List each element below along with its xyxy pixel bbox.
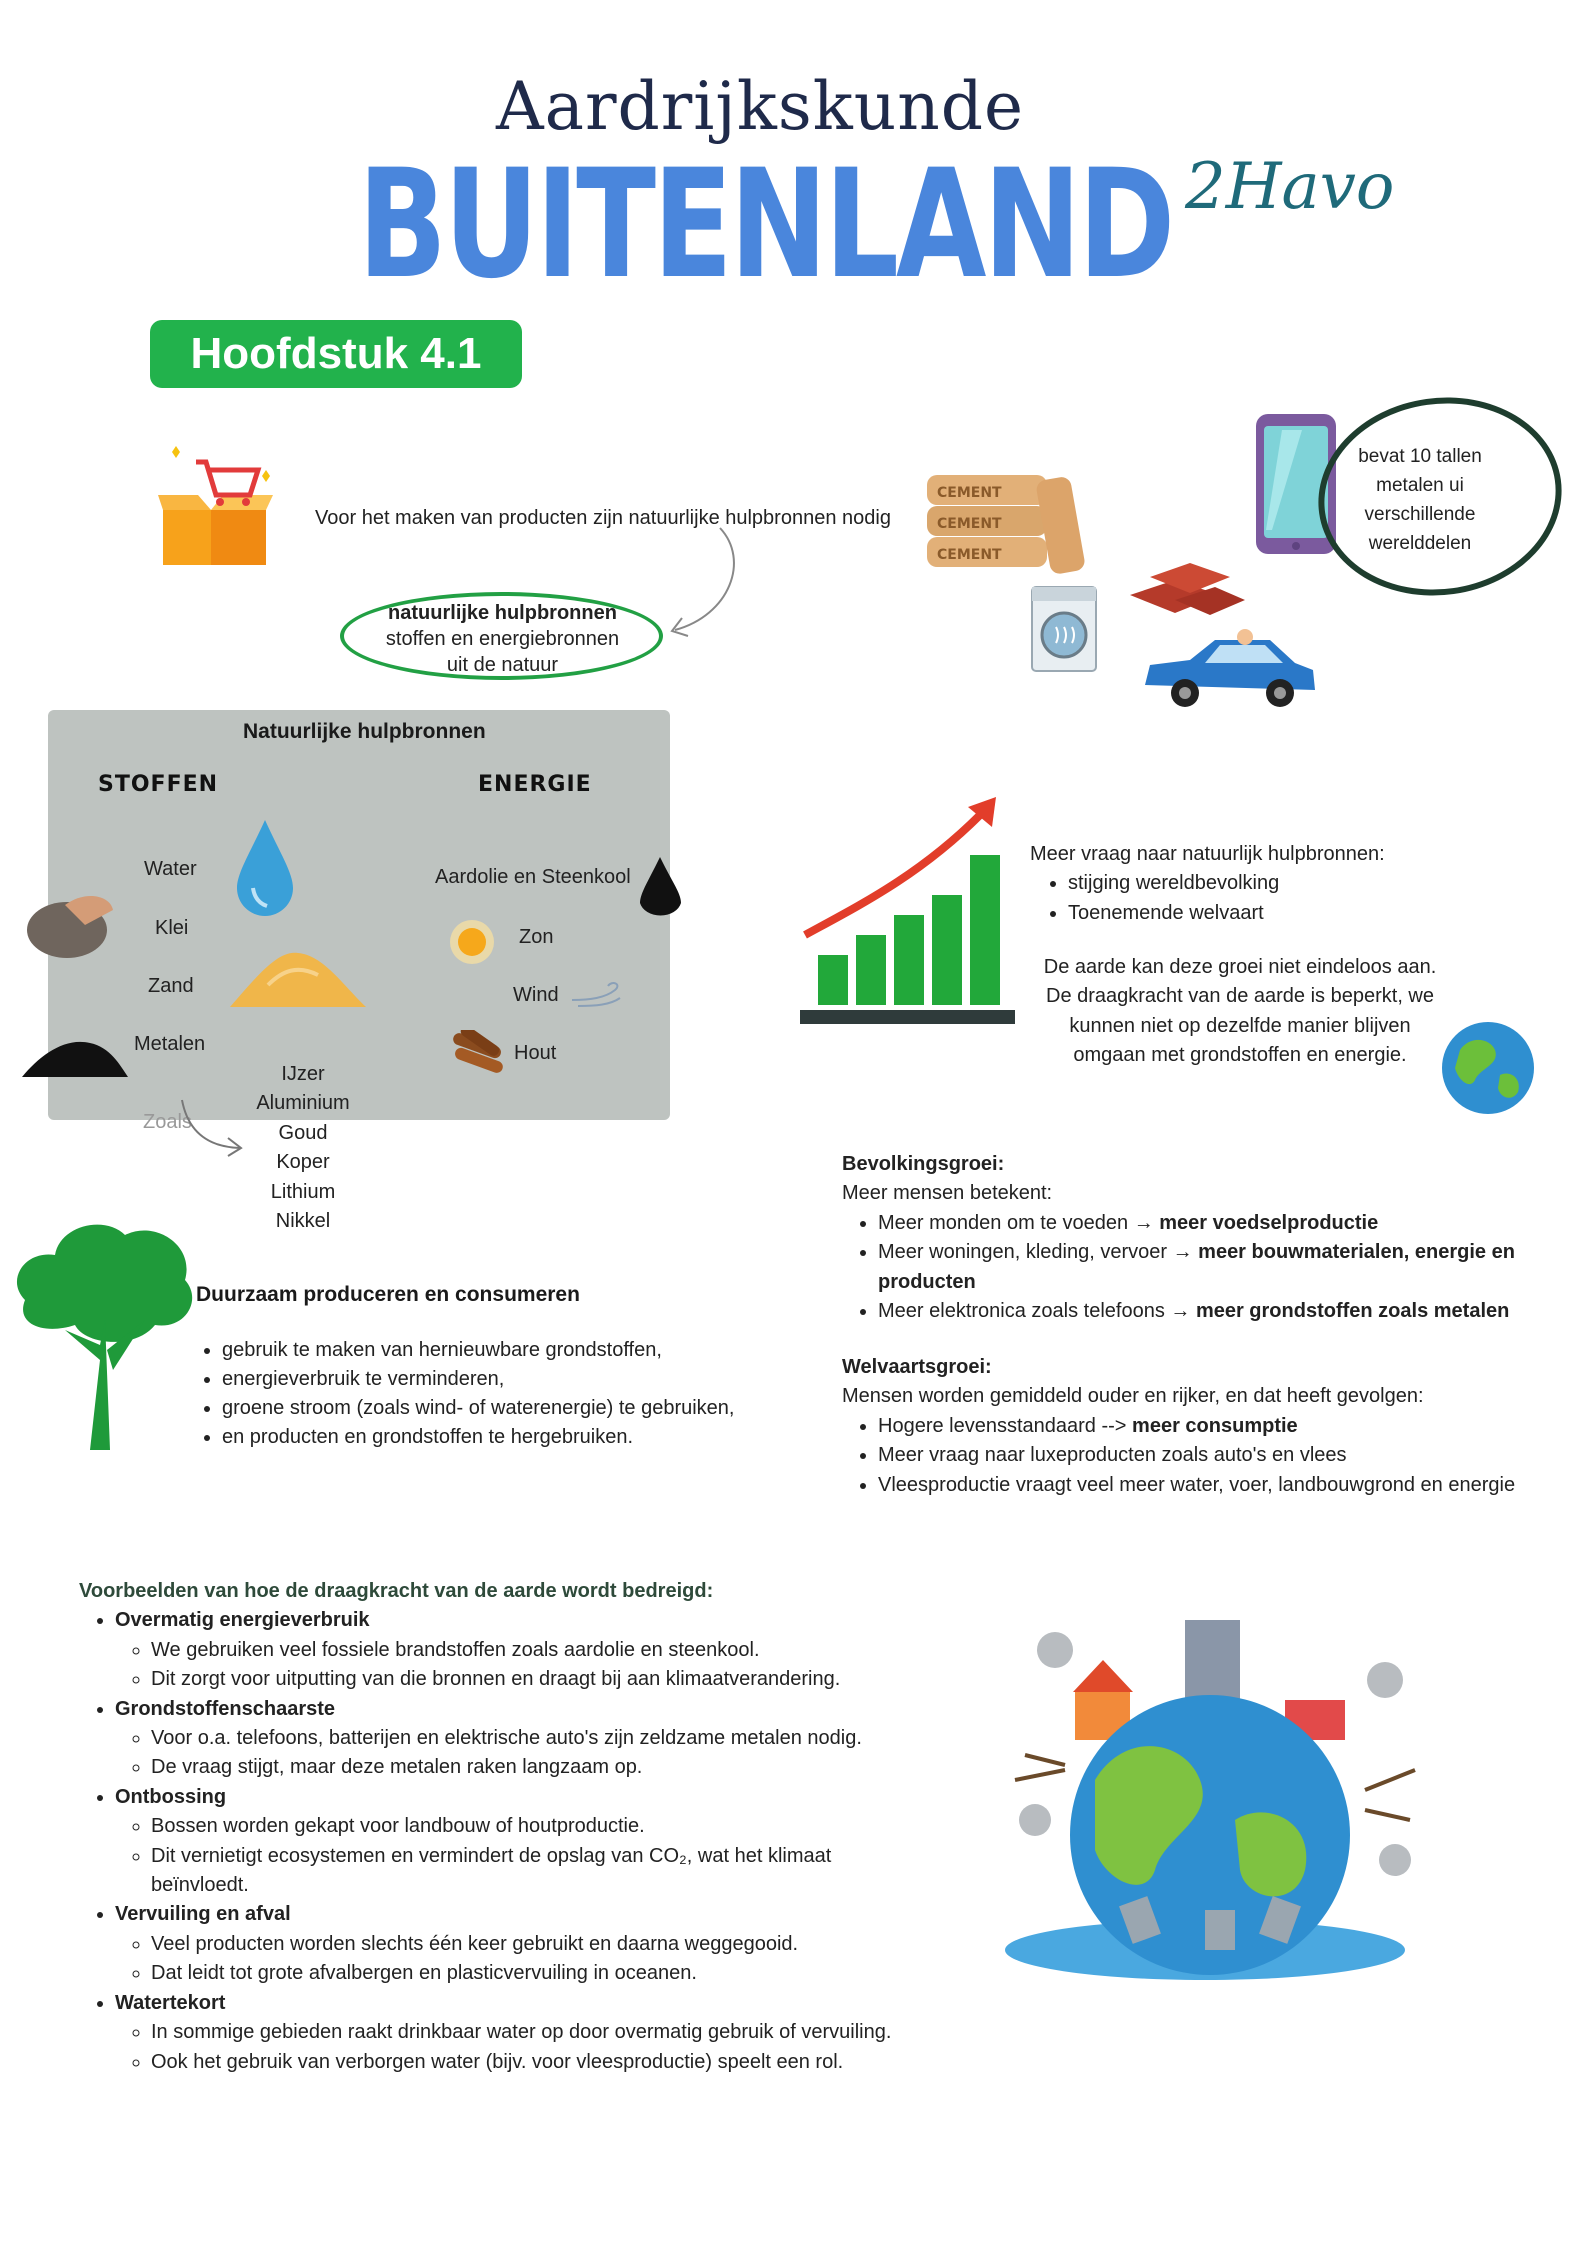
- demand-block: [1030, 840, 1385, 928]
- threat-sub: ◦ Dit zorgt voor uitputting van die bronnen en draagt bij aan klimaatverandering.: [151, 1665, 979, 1694]
- demand-line: De aarde kan deze groei niet eindeloos aan.: [1043, 956, 1437, 978]
- energie-heading: ENERGIE: [478, 772, 592, 797]
- threat-item: [115, 1989, 979, 2077]
- welvaart-item: [878, 1441, 1572, 1470]
- threat-title: Grondstoffenschaarste: [115, 1697, 336, 1720]
- metal-item: Koper: [276, 1151, 330, 1174]
- stof-metalen: Metalen: [134, 1033, 206, 1055]
- threat-sub: ◦ Dit vernietigt ecosystemen en vermindert de opslag van CO₂, wat het klimaat beïnvloedt.: [151, 1842, 871, 1901]
- phone-note-line-3: verschillende: [1364, 504, 1476, 525]
- bevolking-item-text: Meer elektronica zoals telefoons →: [878, 1300, 1196, 1323]
- class-tag: 2Havo: [1185, 150, 1395, 224]
- sand-pile-icon: [228, 945, 368, 1015]
- demand-item: • Toenemende welvaart: [1068, 899, 1385, 928]
- welvaart-block: [842, 1353, 1572, 1500]
- metal-item: Nikkel: [275, 1210, 331, 1233]
- bevolking-intro: Meer mensen betekent:: [842, 1182, 1053, 1205]
- zoals-label: Zoals: [143, 1111, 192, 1133]
- duurzaam-item: • en producten en grondstoffen te hergebruiken.: [222, 1423, 734, 1452]
- welvaart-item-bold: meer consumptie: [1132, 1414, 1298, 1437]
- definition: [340, 600, 665, 678]
- definition-line-2: uit de natuur: [446, 654, 559, 676]
- metal-ore-icon: [20, 1035, 130, 1080]
- threat-sub: ◦ Voor o.a. telefoons, batterijen en elektrische auto's zijn zeldzame metalen nodig.: [151, 1724, 979, 1753]
- welvaart-item: [878, 1471, 1572, 1500]
- threat-item: [115, 1900, 979, 1988]
- bevolking-item-bold: meer bouwmaterialen, energie en producten: [878, 1241, 1515, 1293]
- demand-line: De draagkracht van de aarde is beperkt, we: [1046, 985, 1434, 1008]
- firewood-icon: [448, 1030, 510, 1075]
- cement-label-2: CEMENT: [937, 516, 1002, 532]
- threat-title: Vervuiling en afval: [115, 1903, 291, 1926]
- threat-item: [115, 1695, 979, 1783]
- stof-klei: Klei: [155, 917, 189, 939]
- metal-item: Goud: [278, 1121, 328, 1144]
- definition-term: natuurlijke hulpbronnen: [388, 602, 617, 624]
- bevolking-item: [878, 1297, 1562, 1326]
- definition-line-1: stoffen en energiebronnen: [385, 628, 620, 650]
- threats-block: [79, 1577, 979, 2077]
- threat-title: Ontbossing: [115, 1785, 227, 1808]
- threat-sub: ◦ Veel producten worden slechts één keer gebruikt en daarna weggegooid.: [151, 1930, 979, 1959]
- car-icon: [1135, 625, 1320, 715]
- welvaart-item-text: Hogere levensstandaard -->: [878, 1414, 1133, 1437]
- metal-item: IJzer: [281, 1063, 325, 1085]
- bevolking-item: [878, 1209, 1562, 1238]
- growth-chart-icon: [800, 795, 1015, 1025]
- clay-icon: [25, 885, 115, 960]
- threat-sub: ◦ Dat leidt tot grote afvalbergen en plasticvervuiling in oceanen.: [151, 1959, 979, 1988]
- welvaart-item: [878, 1412, 1572, 1441]
- duurzaam-item: • energieverbruik te verminderen,: [222, 1365, 734, 1394]
- threat-title: Watertekort: [115, 1991, 226, 2014]
- water-drop-icon: [235, 818, 295, 918]
- demand-line: kunnen niet op dezelfde manier blijven: [1069, 1014, 1411, 1037]
- bevolking-heading: Bevolkingsgroei:: [842, 1153, 1005, 1175]
- wind-icon: [570, 980, 625, 1010]
- threat-sub: ◦ Ook het gebruik van verborgen water (bijv. voor vleesproductie) speelt een rol.: [151, 2048, 979, 2077]
- subject-title: Aardrijkskunde: [495, 68, 1025, 145]
- phone-note-line-1: bevat 10 tallen: [1358, 446, 1482, 467]
- energie-zon: Zon: [519, 926, 554, 948]
- bricks-icon: [1120, 555, 1250, 625]
- cement-bags-icon: [925, 470, 1105, 580]
- bevolking-item-text: Meer woningen, kleding, vervoer →: [878, 1241, 1199, 1264]
- washing-machine-icon: [1030, 585, 1100, 675]
- phone-note-line-4: werelddelen: [1368, 533, 1472, 554]
- welvaart-item-text: Meer vraag naar luxeproducten zoals auto's en vlees: [878, 1444, 1347, 1467]
- energie-wind: Wind: [513, 984, 559, 1006]
- bevolking-item-text: Meer monden om te voeden →: [878, 1211, 1160, 1234]
- bevolking-block: [842, 1150, 1562, 1326]
- welvaart-item-text: Vleesproductie vraagt veel meer water, voer, landbouwgrond en energie: [878, 1473, 1516, 1496]
- duurzaam-list: [186, 1336, 734, 1452]
- tree-icon: [5, 1210, 205, 1455]
- resources-title: Natuurlijke hulpbronnen: [243, 720, 486, 743]
- duurzaam-item: • gebruik te maken van hernieuwbare grondstoffen,: [222, 1336, 734, 1365]
- phone-note-line-2: metalen ui: [1376, 475, 1464, 496]
- stof-zand: Zand: [148, 975, 194, 997]
- threat-item: [115, 1783, 979, 1901]
- page-title: BUITENLAND: [357, 138, 1173, 312]
- phone-note: [1340, 442, 1500, 558]
- bevolking-item: [878, 1238, 1562, 1297]
- oil-drop-icon: [638, 855, 683, 920]
- threat-title: Overmatig energieverbruik: [115, 1609, 370, 1632]
- polluted-earth-icon: [995, 1620, 1425, 1990]
- threat-item: [115, 1606, 979, 1694]
- demand-item: • stijging wereldbevolking: [1068, 869, 1385, 898]
- metals-list: [238, 1060, 368, 1236]
- intro-sentence: Voor het maken van producten zijn natuurlijke hulpbronnen nodig: [315, 507, 891, 529]
- stof-water: Water: [144, 858, 197, 880]
- shopping-cart-box-icon: [158, 440, 278, 570]
- welvaart-intro: Mensen worden gemiddeld ouder en rijker, en dat heeft gevolgen:: [842, 1385, 1424, 1408]
- demand-heading: Meer vraag naar natuurlijk hulpbronnen:: [1030, 843, 1385, 865]
- threat-sub: ◦ We gebruiken veel fossiele brandstoffen zoals aardolie en steenkool.: [151, 1636, 979, 1665]
- bevolking-item-bold: meer voedselproductie: [1159, 1211, 1379, 1234]
- threat-sub: ◦ De vraag stijgt, maar deze metalen raken langzaam op.: [151, 1753, 979, 1782]
- demand-paragraph: [1030, 953, 1450, 1071]
- cement-label-1: CEMENT: [937, 485, 1002, 501]
- chapter-badge: Hoofdstuk 4.1: [150, 320, 522, 388]
- duurzaam-heading: Duurzaam produceren en consumeren: [196, 1283, 580, 1306]
- cement-label-3: CEMENT: [937, 547, 1002, 563]
- metal-item: Aluminium: [256, 1092, 350, 1115]
- threat-sub: ◦ Bossen worden gekapt voor landbouw of houtproductie.: [151, 1812, 871, 1841]
- metal-item: Lithium: [270, 1180, 336, 1203]
- energie-hout: Hout: [514, 1042, 557, 1064]
- earth-globe-icon: [1440, 1020, 1536, 1116]
- bevolking-item-bold: meer grondstoffen zoals metalen: [1195, 1300, 1510, 1323]
- threat-sub: ◦ In sommige gebieden raakt drinkbaar water op door overmatig gebruik of vervuiling.: [151, 2018, 979, 2047]
- stoffen-heading: STOFFEN: [98, 772, 219, 797]
- duurzaam-item: • groene stroom (zoals wind- of waterenergie) te gebruiken,: [222, 1394, 734, 1423]
- demand-line: omgaan met grondstoffen en energie.: [1073, 1044, 1407, 1067]
- welvaart-heading: Welvaartsgroei:: [842, 1356, 992, 1378]
- threats-heading: Voorbeelden van hoe de draagkracht van de aarde wordt bedreigd:: [79, 1580, 714, 1602]
- sun-icon: [448, 918, 496, 966]
- energie-aardolie: Aardolie en Steenkool: [435, 866, 631, 888]
